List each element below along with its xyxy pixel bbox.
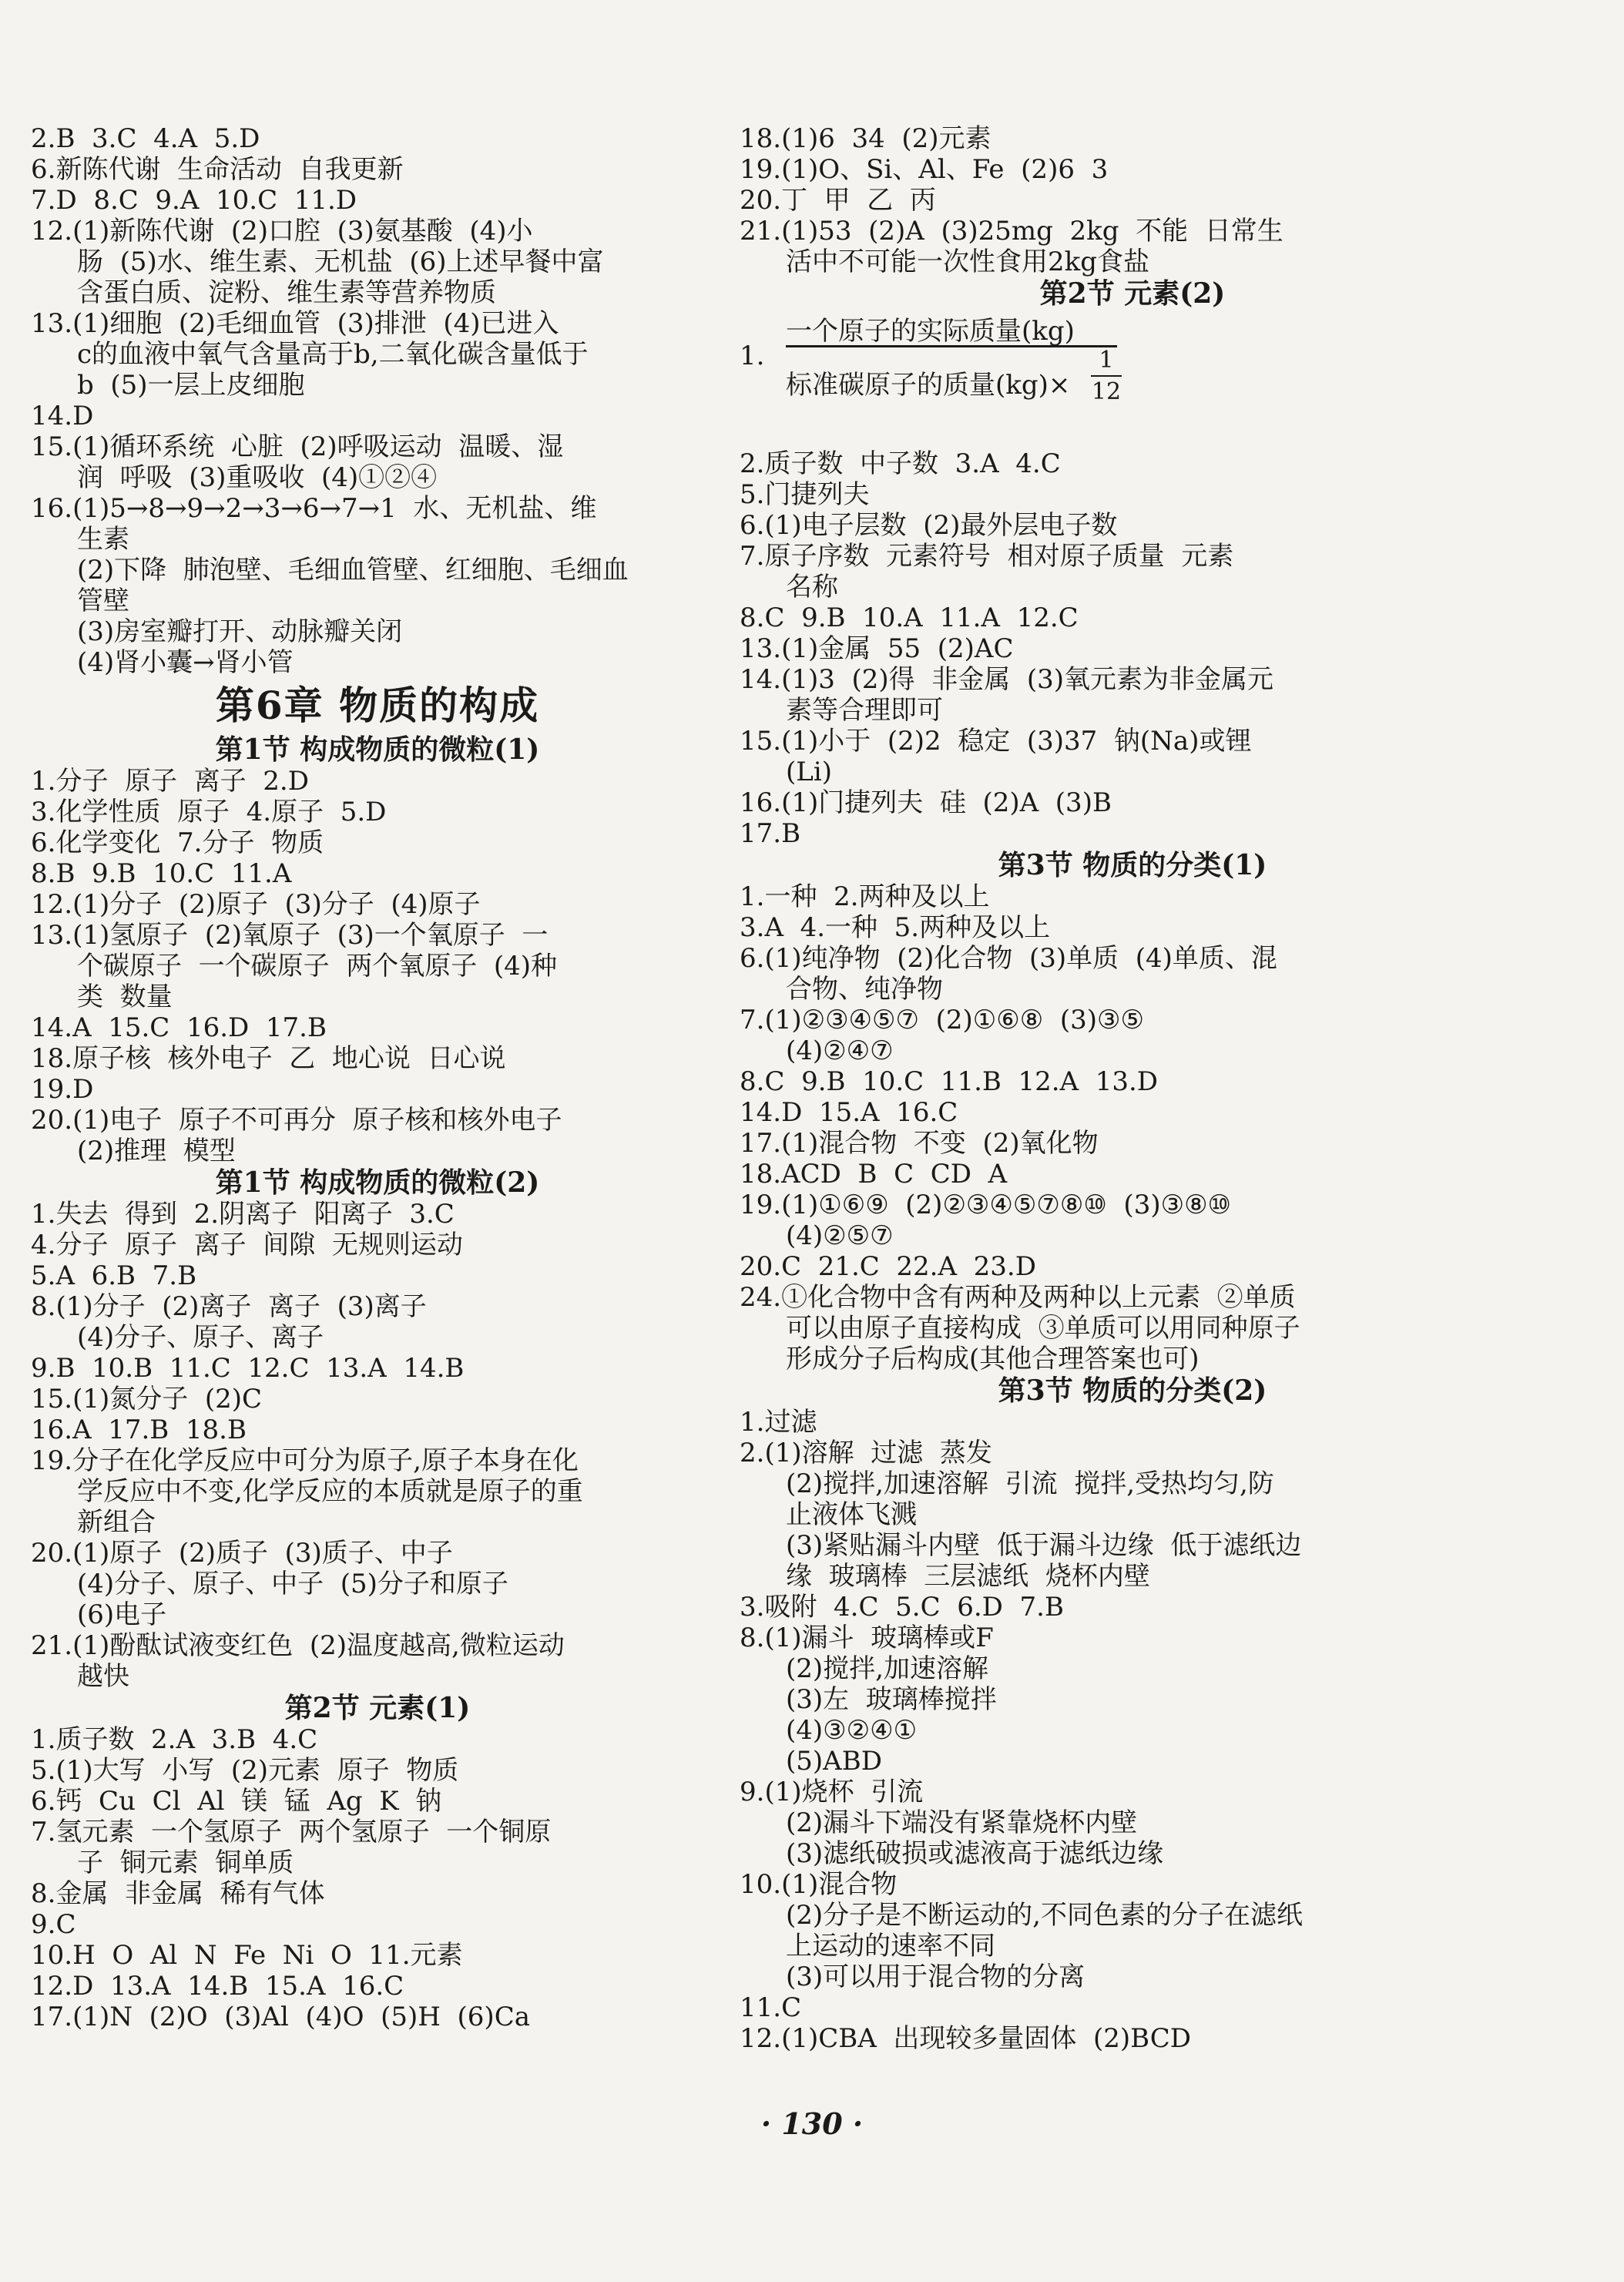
answer-line: 6.新陈代谢 生命活动 自我更新 [31, 154, 404, 185]
answer-line: 18.原子核 核外电子 乙 地心说 日心说 [31, 1043, 506, 1074]
answer-line: 19.(1)O、Si、Al、Fe (2)6 3 [740, 154, 1109, 185]
answer-line: 15.(1)循环系统 心脏 (2)呼吸运动 温暖、湿 [31, 431, 564, 462]
answer-line: 8.B 9.B 10.C 11.A [31, 858, 292, 889]
section-heading: 第1节 构成物质的微粒(2) [215, 1166, 540, 1199]
answer-line: (3)紧贴漏斗内壁 低于漏斗边缘 低于滤纸边 [786, 1530, 1302, 1561]
atomic-mass-formula [740, 310, 1525, 448]
left-column [31, 123, 724, 2032]
right-column [740, 123, 1525, 2054]
answer-line: 14.A 15.C 16.D 17.B [31, 1012, 327, 1043]
answer-line: 12.(1)CBA 出现较多量固体 (2)BCD [740, 2023, 1192, 2054]
answer-line: (4)分子、原子、离子 [77, 1322, 324, 1353]
answer-line: 缘 玻璃棒 三层滤纸 烧杯内壁 [786, 1561, 1150, 1592]
answer-line: 6.化学变化 7.分子 物质 [31, 827, 324, 858]
answer-line: 肠 (5)水、维生素、无机盐 (6)上述早餐中富 [77, 247, 604, 277]
answer-line: 16.(1)5→8→9→2→3→6→7→1 水、无机盐、维 [31, 493, 597, 524]
answer-line: 新组合 [77, 1507, 156, 1538]
answer-line: 素等合理即可 [786, 695, 943, 726]
answer-line: 17.(1)N (2)O (3)Al (4)O (5)H (6)Ca [31, 2002, 530, 2032]
answer-line: 12.(1)新陈代谢 (2)口腔 (3)氨基酸 (4)小 [31, 216, 533, 247]
answer-line: 7.(1)②③④⑤⑦ (2)①⑥⑧ (3)③⑤ [740, 1005, 1144, 1035]
answer-line: (3)可以用于混合物的分离 [786, 1962, 1085, 1992]
answer-line: 生素 [77, 524, 129, 555]
answer-line: 15.(1)氮分子 (2)C [31, 1384, 263, 1415]
answer-line: 1.质子数 2.A 3.B 4.C [31, 1724, 318, 1755]
right-column-main [740, 448, 1525, 2054]
answer-line: (Li) [786, 757, 832, 787]
answer-line: 1.失去 得到 2.阴离子 阳离子 3.C [31, 1199, 455, 1230]
answer-line: 13.(1)金属 55 (2)AC [740, 633, 1014, 664]
answer-line: c的血液中氧气含量高于b,二氧化碳含量低于 [77, 339, 589, 370]
answer-line: 6.(1)电子层数 (2)最外层电子数 [740, 510, 1118, 541]
answer-line: 名称 [786, 572, 838, 602]
answer-line: 18.ACD B C CD A [740, 1159, 1008, 1190]
section-heading: 第2节 元素(2) [1039, 277, 1226, 310]
answer-line: 8.C 9.B 10.C 11.B 12.A 13.D [740, 1066, 1159, 1097]
answer-line: 12.D 13.A 14.B 15.A 16.C [31, 1971, 404, 2002]
answer-line: 5.(1)大写 小写 (2)元素 原子 物质 [31, 1755, 459, 1786]
answer-line: (2)分子是不断运动的,不同色素的分子在滤纸 [786, 1900, 1303, 1931]
answer-line: (5)ABD [786, 1746, 882, 1777]
answer-line: (2)搅拌,加速溶解 [786, 1653, 988, 1684]
answer-line: 润 呼吸 (3)重吸收 (4)①②④ [77, 462, 438, 493]
answer-line: 止液体飞溅 [786, 1499, 917, 1530]
formula-denominator: 标准碳原子的质量(kg)× [786, 370, 1071, 401]
fraction-bottom: 12 [1091, 378, 1122, 405]
answer-line: 越快 [77, 1661, 129, 1692]
answer-line: 10.(1)混合物 [740, 1869, 898, 1900]
answer-line: 8.(1)分子 (2)离子 离子 (3)离子 [31, 1291, 427, 1322]
answer-line: 11.C [740, 1992, 802, 2023]
answer-line: (3)左 玻璃棒搅拌 [786, 1684, 997, 1715]
answer-line: 8.金属 非金属 稀有气体 [31, 1878, 325, 1909]
answer-line: 1.分子 原子 离子 2.D [31, 766, 309, 797]
answer-line: 含蛋白质、淀粉、维生素等营养物质 [77, 277, 496, 308]
answer-line: 管壁 [77, 586, 129, 616]
answer-line: 1.过滤 [740, 1407, 817, 1438]
section-heading: 第2节 元素(1) [284, 1692, 471, 1724]
answer-line: 5.A 6.B 7.B [31, 1260, 197, 1291]
right-column-top [740, 123, 1525, 310]
answer-line: 9.B 10.B 11.C 12.C 13.A 14.B [31, 1353, 465, 1384]
answer-line: 学反应中不变,化学反应的本质就是原子的重 [77, 1476, 583, 1507]
answer-line: 15.(1)小于 (2)2 稳定 (3)37 钠(Na)或锂 [740, 726, 1252, 757]
one-twelfth-fraction [1091, 347, 1122, 405]
answer-line: 19.D [31, 1074, 94, 1105]
answer-line: (2)下降 肺泡壁、毛细血管壁、红细胞、毛细血 [77, 555, 629, 586]
answer-line: 13.(1)细胞 (2)毛细血管 (3)排泄 (4)已进入 [31, 308, 559, 339]
answer-line: 21.(1)酚酞试液变红色 (2)温度越高,微粒运动 [31, 1630, 565, 1661]
chapter-heading: 第6章 物质的构成 [215, 683, 540, 728]
answer-line: 可以由原子直接构成 ③单质可以用同种原子 [786, 1313, 1300, 1344]
answer-line: 7.原子序数 元素符号 相对原子质量 元素 [740, 541, 1234, 572]
answer-line: 10.H O Al N Fe Ni O 11.元素 [31, 1940, 463, 1971]
answer-line: 7.氢元素 一个氢原子 两个氢原子 一个铜原 [31, 1817, 552, 1847]
answer-line: (4)肾小囊→肾小管 [77, 647, 294, 678]
answer-line: (4)②④⑦ [786, 1035, 894, 1066]
answer-line: 1.一种 2.两种及以上 [740, 881, 990, 912]
answer-line: 13.(1)氢原子 (2)氧原子 (3)一个氧原子 一 [31, 920, 549, 951]
answer-line: 类 数量 [77, 982, 173, 1012]
answer-line: 形成分子后构成(其他合理答案也可) [786, 1344, 1200, 1374]
answer-line: 18.(1)6 34 (2)元素 [740, 123, 992, 154]
answer-line: 20.(1)电子 原子不可再分 原子核和核外电子 [31, 1105, 562, 1136]
answer-line: 17.(1)混合物 不变 (2)氧化物 [740, 1128, 1099, 1159]
answer-line: 3.吸附 4.C 5.C 6.D 7.B [740, 1592, 1064, 1623]
answer-line: 20.丁 甲 乙 丙 [740, 185, 936, 216]
answer-line: 活中不可能一次性食用2kg食盐 [786, 247, 1149, 277]
answer-line: 24.①化合物中含有两种及两种以上元素 ②单质 [740, 1282, 1296, 1313]
answer-line: (3)房室瓣打开、动脉瓣关闭 [77, 616, 403, 647]
answer-line: 2.B 3.C 4.A 5.D [31, 123, 260, 154]
answer-line: 20.(1)原子 (2)质子 (3)质子、中子 [31, 1538, 453, 1569]
answer-line: (6)电子 [77, 1599, 167, 1630]
answer-line: (4)②⑤⑦ [786, 1220, 894, 1251]
answer-line: 9.(1)烧杯 引流 [740, 1777, 924, 1807]
section-heading: 第1节 构成物质的微粒(1) [215, 733, 540, 766]
answer-line: 3.化学性质 原子 4.原子 5.D [31, 797, 387, 827]
answer-line: 20.C 21.C 22.A 23.D [740, 1251, 1036, 1282]
answer-line: 14.D 15.A 16.C [740, 1097, 958, 1128]
answer-line: (4)分子、原子、中子 (5)分子和原子 [77, 1569, 508, 1599]
answer-line: 17.B [740, 818, 801, 849]
section-heading: 第3节 物质的分类(2) [998, 1374, 1267, 1407]
answer-line: (3)滤纸破损或滤液高于滤纸边缘 [786, 1838, 1164, 1869]
answer-line: (2)漏斗下端没有紧靠烧杯内壁 [786, 1807, 1138, 1838]
answer-line: 个碳原子 一个碳原子 两个氧原子 (4)种 [77, 951, 558, 982]
answer-line: 8.(1)漏斗 玻璃棒或F [740, 1623, 994, 1653]
answer-line: (4)③②④① [786, 1715, 918, 1746]
answer-line: (2)推理 模型 [77, 1136, 236, 1166]
answer-line: 16.(1)门捷列夫 硅 (2)A (3)B [740, 787, 1112, 818]
answer-line: 3.A 4.一种 5.两种及以上 [740, 912, 1051, 943]
answer-line: 子 铜元素 铜单质 [77, 1847, 294, 1878]
fraction-top: 1 [1099, 347, 1114, 374]
page-number: · 130 · [760, 2106, 864, 2141]
fraction-bar [786, 345, 1117, 347]
answer-line: b (5)一层上皮细胞 [77, 370, 305, 401]
answer-line: 8.C 9.B 10.A 11.A 12.C [740, 602, 1079, 633]
answer-line: 16.A 17.B 18.B [31, 1415, 247, 1445]
answer-line: 合物、纯净物 [786, 974, 943, 1005]
answer-line: 2.质子数 中子数 3.A 4.C [740, 448, 1061, 479]
answer-line: 6.(1)纯净物 (2)化合物 (3)单质 (4)单质、混 [740, 943, 1277, 974]
answer-line: 14.(1)3 (2)得 非金属 (3)氧元素为非金属元 [740, 664, 1274, 695]
answer-line: 7.D 8.C 9.A 10.C 11.D [31, 185, 357, 216]
formula-number: 1. [740, 341, 765, 371]
formula-numerator: 一个原子的实际质量(kg) [786, 316, 1075, 347]
answer-line: 5.门捷列夫 [740, 479, 870, 510]
answer-line: 2.(1)溶解 过滤 蒸发 [740, 1438, 992, 1468]
answer-line: 12.(1)分子 (2)原子 (3)分子 (4)原子 [31, 889, 481, 920]
section-heading: 第3节 物质的分类(1) [998, 849, 1267, 881]
answer-line: 21.(1)53 (2)A (3)25mg 2kg 不能 日常生 [740, 216, 1283, 247]
answer-line: (2)搅拌,加速溶解 引流 搅拌,受热均匀,防 [786, 1468, 1274, 1499]
answer-line: 14.D [31, 401, 94, 431]
answer-line: 6.钙 Cu Cl Al 镁 锰 Ag K 钠 [31, 1786, 442, 1817]
answer-line: 9.C [31, 1909, 76, 1940]
answer-line: 19.分子在化学反应中可分为原子,原子本身在化 [31, 1445, 579, 1476]
answer-line: 上运动的速率不同 [786, 1931, 995, 1962]
answer-line: 4.分子 原子 离子 间隙 无规则运动 [31, 1230, 463, 1260]
answer-line: 19.(1)①⑥⑨ (2)②③④⑤⑦⑧⑩ (3)③⑧⑩ [740, 1190, 1232, 1220]
